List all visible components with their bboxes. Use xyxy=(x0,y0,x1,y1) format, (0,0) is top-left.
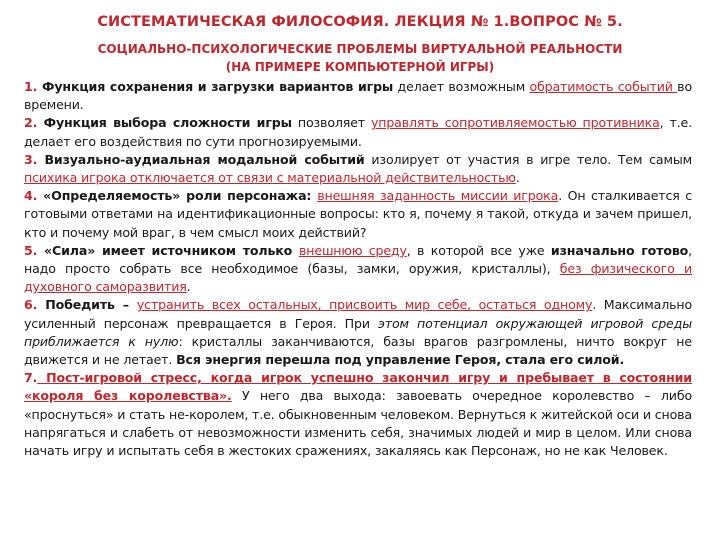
subtitle-line-1: СОЦИАЛЬНО-ПСИХОЛОГИЧЕСКИЕ ПРОБЛЕМЫ ВИРТУАЛЬНОЙ РЕАЛЬНОСТИ xyxy=(97,42,623,56)
item-number: 6. xyxy=(24,297,38,313)
item-number: 3. xyxy=(24,151,38,167)
item-highlight: устранить всех остальных, присвоить мир себе, остаться одному xyxy=(136,297,593,313)
list-item-5 xyxy=(24,242,692,297)
item-heading: «Сила» имеет источником только xyxy=(37,242,299,258)
item-number: 5. xyxy=(24,242,38,258)
item-highlight: внешнюю среду xyxy=(298,242,407,258)
item-text: . Максимально усиленный персонаж превращается в Героя. При xyxy=(24,297,693,331)
item-text: , надо просто собрать все необходимое (базы, замки, оружия, кристаллы), xyxy=(24,242,693,277)
item-highlight: без физического и духовного саморазвития xyxy=(24,261,692,295)
item-text: . xyxy=(186,279,191,295)
item-text: во времени. xyxy=(24,79,692,113)
slide-subtitle xyxy=(0,40,720,76)
item-text: изолирует от участия в игре тело. Тем самым xyxy=(364,151,692,167)
item-text: делает возможным xyxy=(393,79,530,94)
item-heading: Функция сохранения и загрузки вариантов игры xyxy=(37,79,394,94)
item-emphasis: изначально готово xyxy=(550,242,689,258)
item-highlight: психика игрока отключается от связи с материальной действительностью xyxy=(24,170,516,186)
item-highlight: внешняя заданность миссии игрока xyxy=(317,188,559,204)
item-text: У него два выхода: завоевать очередное королевство – либо «проснуться» и стать не-королем, т.е. обыкновенным человеком. Вернуться к житейской оси и снова напрягаться и слабеть от невозможности изменить себя, значимых людей и мир в целом. Или снова начать игру и испытать себя в жестоких сражениях, закаляясь как Персонаж, но не как Человек. xyxy=(24,388,692,459)
item-text: , в которой все уже xyxy=(406,242,551,258)
item-heading: Функция выбора сложности игры xyxy=(37,115,292,131)
item-number: 7. xyxy=(24,370,38,386)
item-heading: Визуально-аудиальная модальной событий xyxy=(37,151,365,167)
item-text: . Он сталкивается с готовыми ответами на идентификационные вопросы: кто я, почему я такой, откуда и зачем пришел, кто и почему мой враг, в чем смысл моих действий? xyxy=(24,188,692,240)
item-text: : кристаллы заканчиваются, базы врагов разгромлены, ничто вокруг не движется и не летает. xyxy=(24,333,692,368)
list-item-2 xyxy=(24,114,692,150)
item-emphasis: Вся энергия перешла под управление Героя, стала его силой. xyxy=(176,352,625,368)
list-item-3 xyxy=(24,151,692,187)
slide-body xyxy=(24,78,692,460)
item-number: 2. xyxy=(24,115,38,131)
slide-title: СИСТЕМАТИЧЕСКАЯ ФИЛОСОФИЯ. ЛЕКЦИЯ № 1.ВОПРОС № 5. xyxy=(97,14,623,30)
item-text: позволяет xyxy=(291,115,371,131)
list-item-1 xyxy=(24,78,692,114)
item-heading: Победить – xyxy=(37,297,137,313)
item-text: . xyxy=(515,170,520,186)
item-number: 1. xyxy=(24,79,38,94)
subtitle-line-2: (НА ПРИМЕРЕ КОМПЬЮТЕРНОЙ ИГРЫ) xyxy=(225,60,495,74)
item-highlight: обратимость событий xyxy=(529,79,678,94)
item-text: , т.е. делает его воздействия по сути прогнозируемыми. xyxy=(24,115,692,149)
item-heading: «Определяемость» роли персонажа: xyxy=(37,188,318,204)
list-item-7 xyxy=(24,369,692,460)
item-number: 4. xyxy=(24,188,38,204)
list-item-4 xyxy=(24,187,692,242)
item-highlight: Пост-игровой стресс, когда игрок успешно закончил игру и пребывает в состоянии «короля без королевства». xyxy=(24,370,692,404)
item-italic: этом потенциал окружающей игровой среды приближается к нулю xyxy=(24,315,692,349)
list-item-6 xyxy=(24,296,692,369)
item-highlight: управлять сопротивляемостью противника xyxy=(370,115,660,131)
